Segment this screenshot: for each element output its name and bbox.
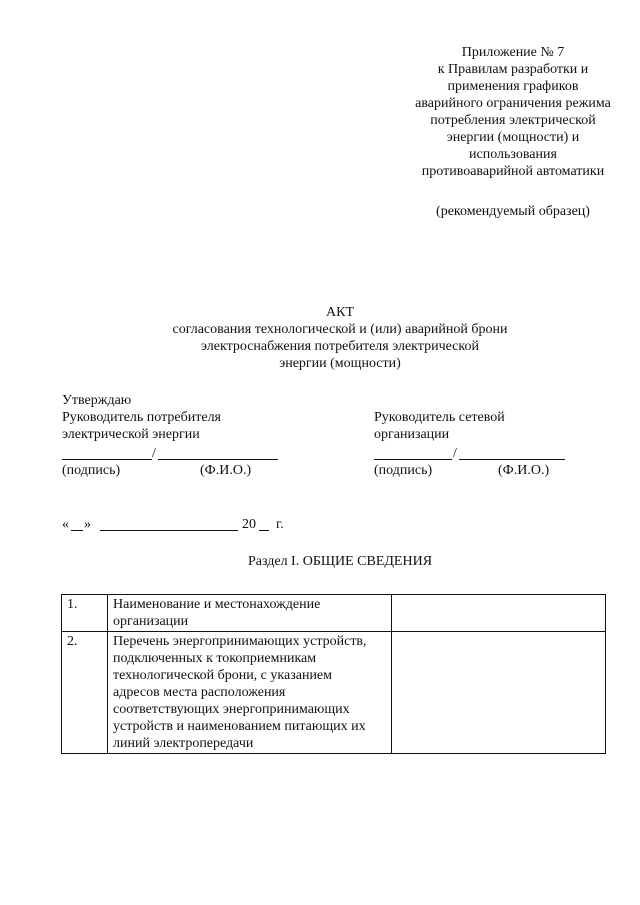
act-subtitle-line: энергии (мощности) (279, 356, 401, 371)
row-label-line: Перечень энергопринимающих устройств, (113, 634, 367, 649)
row-value-cell[interactable] (392, 595, 606, 632)
sample-note: (рекомендуемый образец) (436, 204, 590, 219)
day-blank (71, 530, 83, 531)
row-label-line: линий электропередачи (113, 736, 254, 751)
signature-caption: (подпись) (62, 463, 121, 478)
name-caption: (Ф.И.О.) (200, 463, 252, 478)
appendix-line: аварийного ограничения режима (415, 96, 611, 111)
signature-slash: / (152, 446, 156, 461)
appendix-line: использования (469, 147, 557, 162)
year-blank (259, 530, 269, 531)
row-label (108, 632, 392, 754)
appendix-line: энергии (мощности) и (446, 130, 580, 145)
act-heading: АКТ (326, 305, 354, 320)
year-prefix: 20 (242, 517, 256, 532)
appendix-header (388, 44, 638, 220)
appendix-line: Приложение № 7 (461, 45, 565, 60)
name-blank (158, 459, 278, 460)
row-number: 2. (62, 632, 108, 754)
consumer-role-line: Руководитель потребителя (62, 410, 221, 425)
signature-blank (374, 459, 452, 460)
grid-role-line: Руководитель сетевой (374, 410, 505, 425)
general-info-table (61, 594, 606, 754)
row-label-line: устройств и наименованием питающих их (113, 719, 366, 734)
row-label-line: адресов места расположения (113, 685, 286, 700)
appendix-line: применения графиков (447, 79, 579, 94)
row-label-line: организации (113, 614, 189, 629)
act-title (130, 304, 550, 372)
consumer-approval-block (62, 392, 302, 479)
approve-label: Утверждаю (62, 393, 132, 408)
date-line (62, 516, 322, 534)
grid-org-approval-block (374, 409, 604, 479)
section-title: Раздел I. ОБЩИЕ СВЕДЕНИЯ (247, 554, 433, 569)
consumer-role-line: электрической энергии (62, 427, 200, 442)
appendix-line: противоаварийной автоматики (421, 164, 605, 179)
row-label-line: Наименование и местонахождение (113, 597, 321, 612)
name-caption: (Ф.И.О.) (498, 463, 550, 478)
row-number: 1. (62, 595, 108, 632)
table-row (62, 595, 606, 632)
month-blank (100, 530, 238, 531)
row-label-line: технологической брони, с указанием (113, 668, 333, 683)
signature-caption: (подпись) (374, 463, 433, 478)
name-blank (459, 459, 565, 460)
grid-signature-line (374, 445, 604, 462)
row-label (108, 595, 392, 632)
signature-slash: / (453, 446, 457, 461)
date-open-quote: « (62, 517, 69, 532)
signature-blank (62, 459, 152, 460)
row-label-line: подключенных к токоприемникам (113, 651, 317, 666)
year-suffix: г. (276, 517, 284, 532)
act-subtitle-line: электроснабжения потребителя электрической (201, 339, 479, 354)
act-subtitle-line: согласования технологической и (или) аварийной брони (172, 322, 508, 337)
appendix-line: потребления электрической (430, 113, 596, 128)
grid-role-line: организации (374, 427, 450, 442)
table-row (62, 632, 606, 754)
row-label-line: соответствующих энергопринимающих (113, 702, 350, 717)
date-close-quote: » (84, 517, 91, 532)
consumer-signature-line (62, 445, 302, 462)
row-value-cell[interactable] (392, 632, 606, 754)
appendix-line: к Правилам разработки и (437, 62, 589, 77)
